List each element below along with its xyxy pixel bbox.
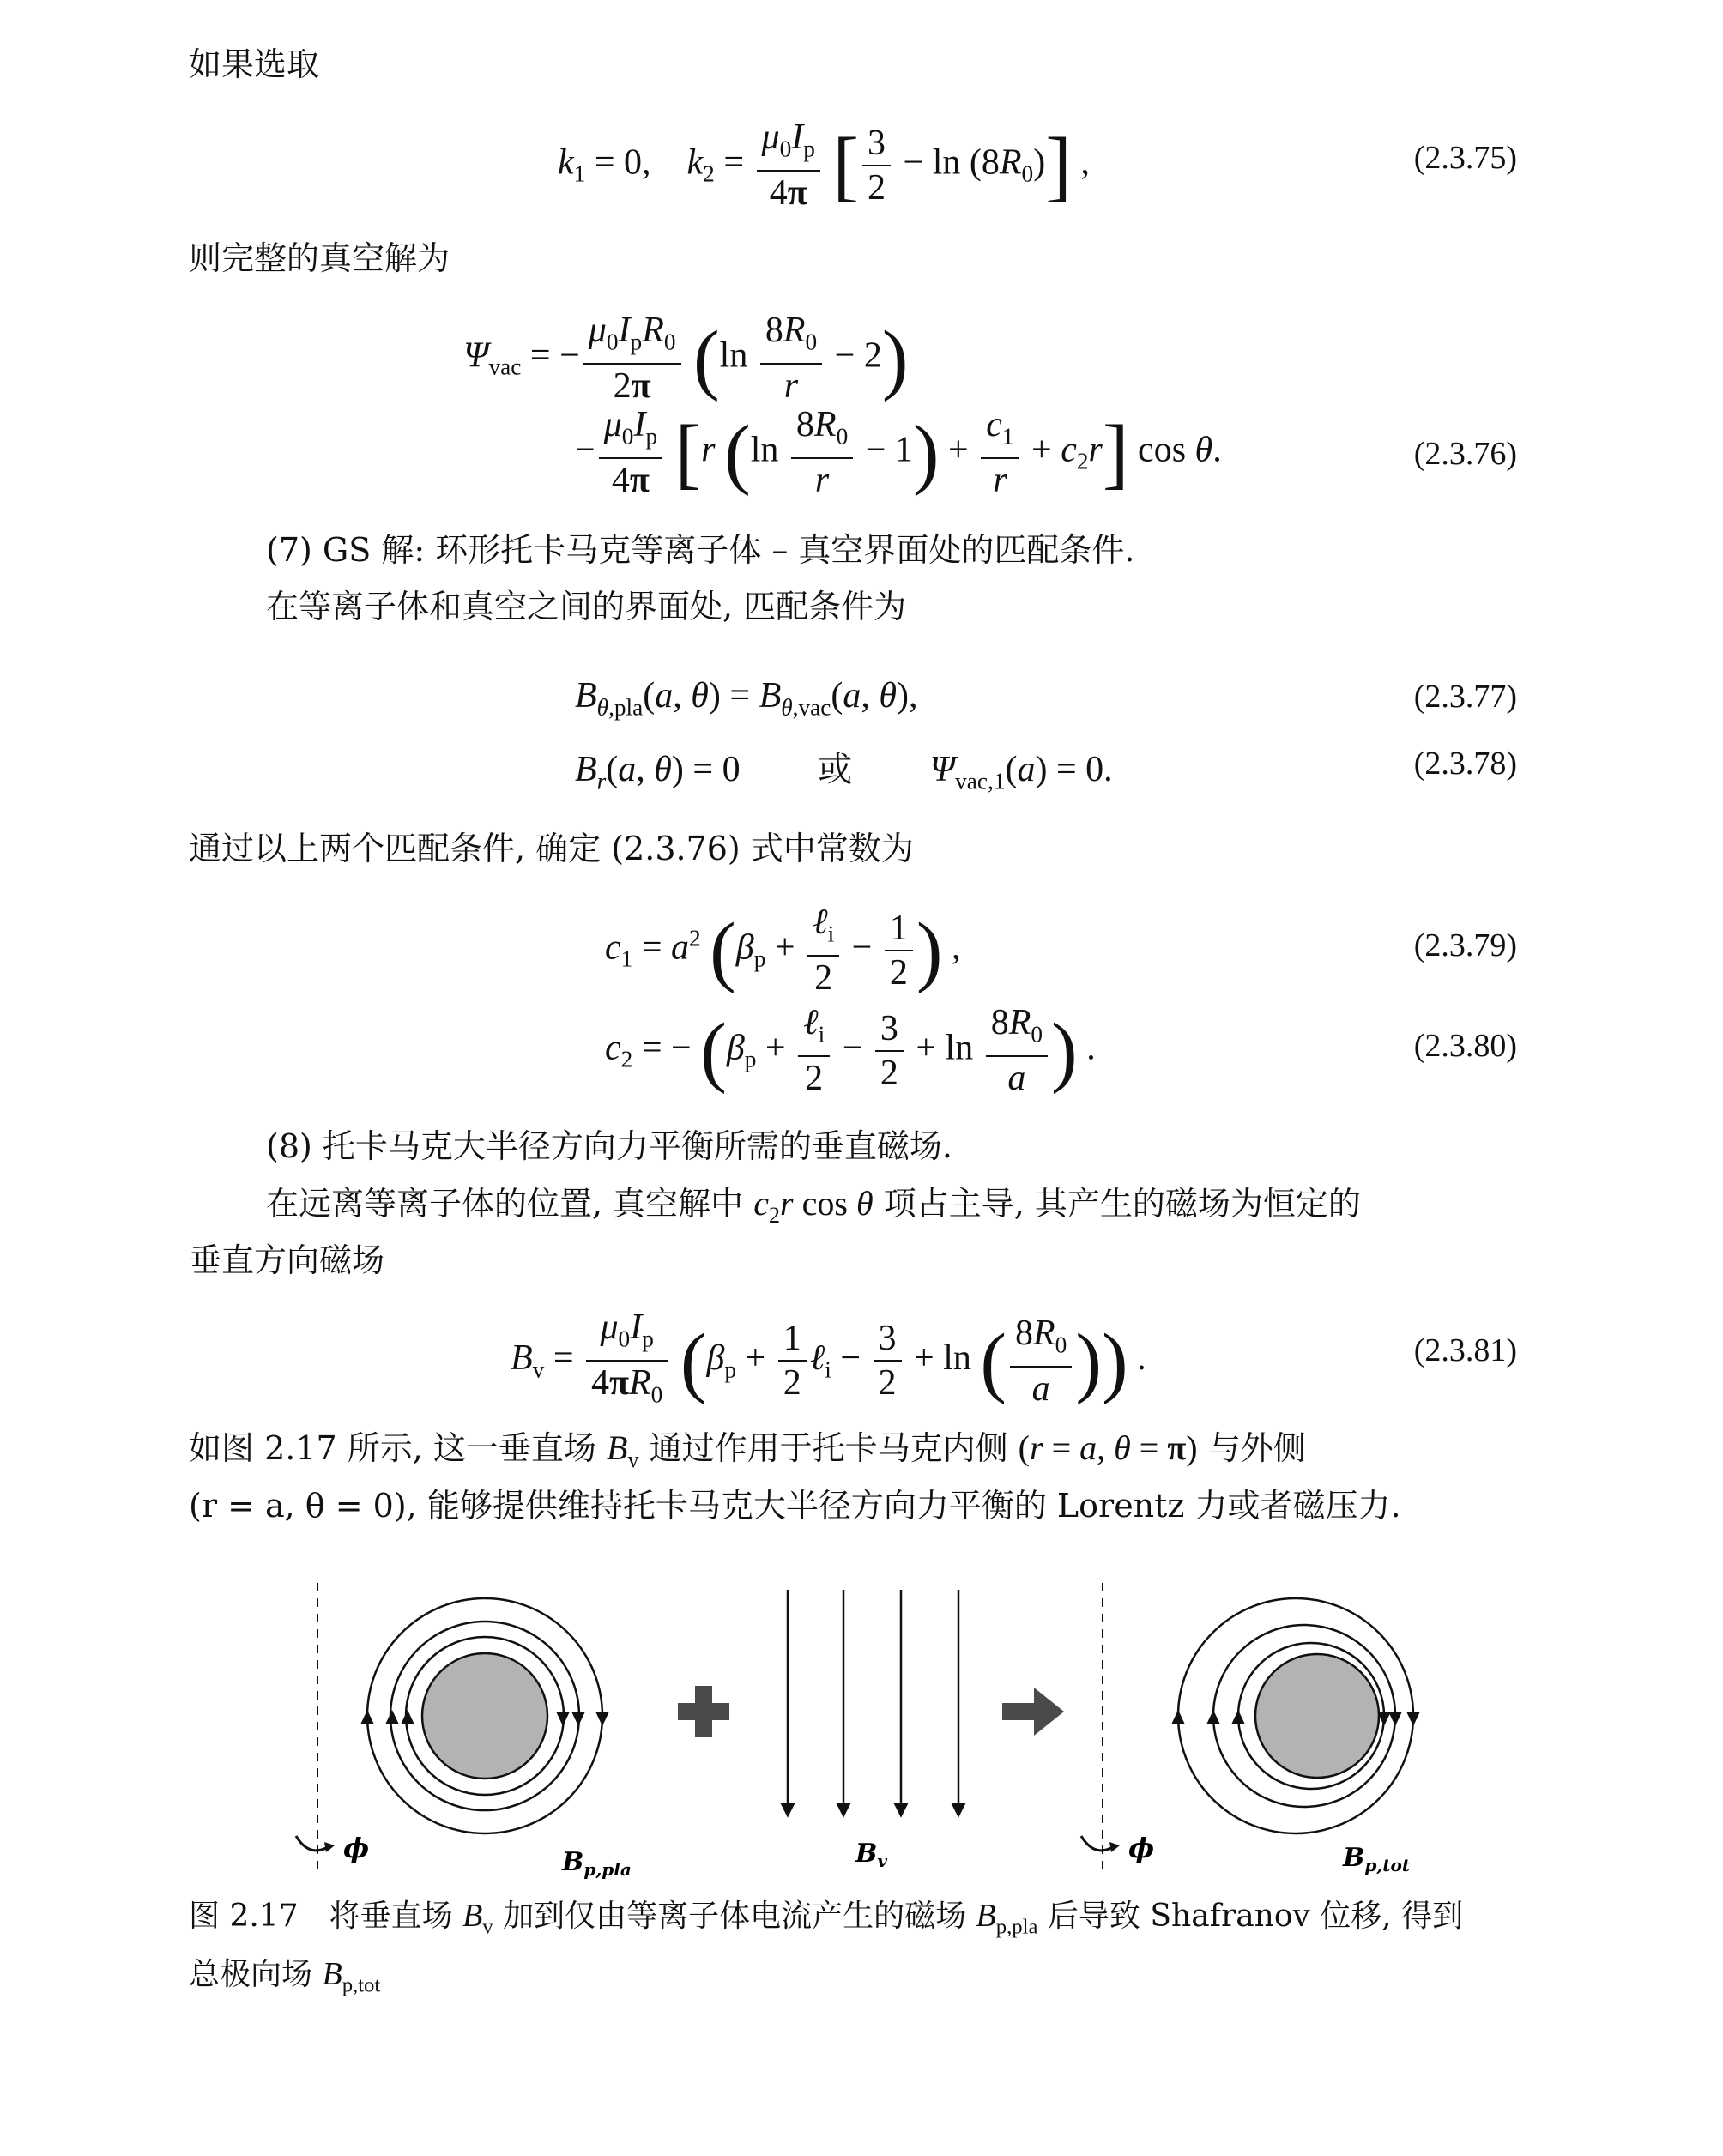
label-phi-left: ϕ: [343, 1832, 370, 1864]
phi-arrow-right: [1081, 1836, 1113, 1851]
equation-2-3-76-line2: − $\frac{\mu_0I_p}{4\pi}$ [r (ln $\frac{8R_0}{r}$ − 1) + $\frac{c_1}{r}$ + $c_2r$] cos θ.: [575, 405, 1222, 501]
paragraph-text: (r = a, θ = 0), 能够提供维持托卡马克大半径方向力平衡的 Lorentz 力或者磁压力.: [189, 1487, 1401, 1525]
paragraph-text: 在远离等离子体的位置, 真空解中 $c_2r$ cos θ 项占主导, 其产生的磁场为恒定的: [266, 1184, 1361, 1228]
equation-number: (2.3.79): [1413, 927, 1517, 963]
equation-2-3-75: $k_1 = 0$, $k_2$ = $\frac{\mu_0I_p}{4\pi}$ [ $\frac{3}{2}$ − $\ln (8R_0)$] ,: [558, 118, 1090, 214]
equation-number: (2.3.76): [1413, 436, 1517, 472]
paragraph-text: 垂直方向磁场: [189, 1241, 385, 1279]
equation-number: (2.3.81): [1413, 1332, 1517, 1368]
paragraph-text: 如果选取: [189, 45, 320, 83]
plasma-cross-section: [1255, 1654, 1379, 1778]
equation-number: (2.3.80): [1413, 1028, 1517, 1064]
equation-2-3-76-line1: $\Psi_{vac}$ = − $\frac{\mu_0I_pR_0}{2\pi}$ (ln $\frac{8R_0}{r}$ − 2): [463, 311, 909, 407]
paragraph-text: (7) GS 解: 环形托卡马克等离子体 – 真空界面处的匹配条件.: [266, 531, 1135, 569]
equation-2-3-80: $c_2$ = − ($\beta_p$ + $\frac{\ell_i}{2}$ − $\frac{3}{2}$ + ln $\frac{8R_0}{a}$ ) .: [605, 1003, 1096, 1099]
equation-number: (2.3.75): [1413, 140, 1517, 176]
figure-caption: 图 2.17 将垂直场 $B_v$ 加到仅由等离子体电流产生的磁场 $B_{p,pla}$ 后导致 Shafranov 位移, 得到: [189, 1898, 1464, 1939]
equation-2-3-77: $B_{\theta,pla}(a$, $\theta) = B_{\theta,vac}(a$, θ),: [575, 676, 918, 721]
paragraph-text: 通过以上两个匹配条件, 确定 (2.3.76) 式中常数为: [189, 830, 914, 867]
equation-2-3-78: $B_r(a$, θ) = 0 或 $\Psi_{vac,1}(a) = 0$.: [575, 750, 1113, 794]
plasma-cross-section: [422, 1653, 547, 1779]
equation-number: (2.3.78): [1413, 746, 1517, 782]
equation-number: (2.3.77): [1413, 679, 1517, 715]
label-bp-tot: $B_{p,tot}$: [1343, 1843, 1411, 1875]
paragraph-text: 在等离子体和真空之间的界面处, 匹配条件为: [266, 588, 907, 625]
equation-2-3-81: $B_v$ = $\frac{\mu_0I_p}{4\pi R_0}$ ($\beta_p$ + $\frac{1}{2}$ ℓ$_i$ − $\frac{3}{2}$ + ln ( $\frac{8R_0}{a}$ )) .: [511, 1307, 1146, 1410]
figure-2-17: [257, 1574, 1459, 1883]
phi-arrow-left: [296, 1836, 328, 1851]
label-bp-pla: $B_{p,pla}$: [562, 1847, 632, 1880]
paragraph-text: 则完整的真空解为: [189, 239, 450, 277]
label-bv: $B_v$: [855, 1839, 887, 1871]
equation-2-3-79: $c_1 = a^2$ ($\beta_p$ + $\frac{\ell_i}{2}$ − $\frac{1}{2}$ ) ,: [605, 903, 961, 999]
result-arrow: [1002, 1703, 1038, 1720]
figure-caption: 总极向场 $B_{p,tot}$: [189, 1956, 381, 1997]
label-phi-right: ϕ: [1128, 1832, 1155, 1864]
paragraph-text: 如图 2.17 所示, 这一垂直场 $B_v$ 通过作用于托卡马克内侧 (r = a, θ = π) 与外侧: [189, 1428, 1306, 1472]
paragraph-text: (8) 托卡马克大半径方向力平衡所需的垂直磁场.: [266, 1127, 952, 1165]
